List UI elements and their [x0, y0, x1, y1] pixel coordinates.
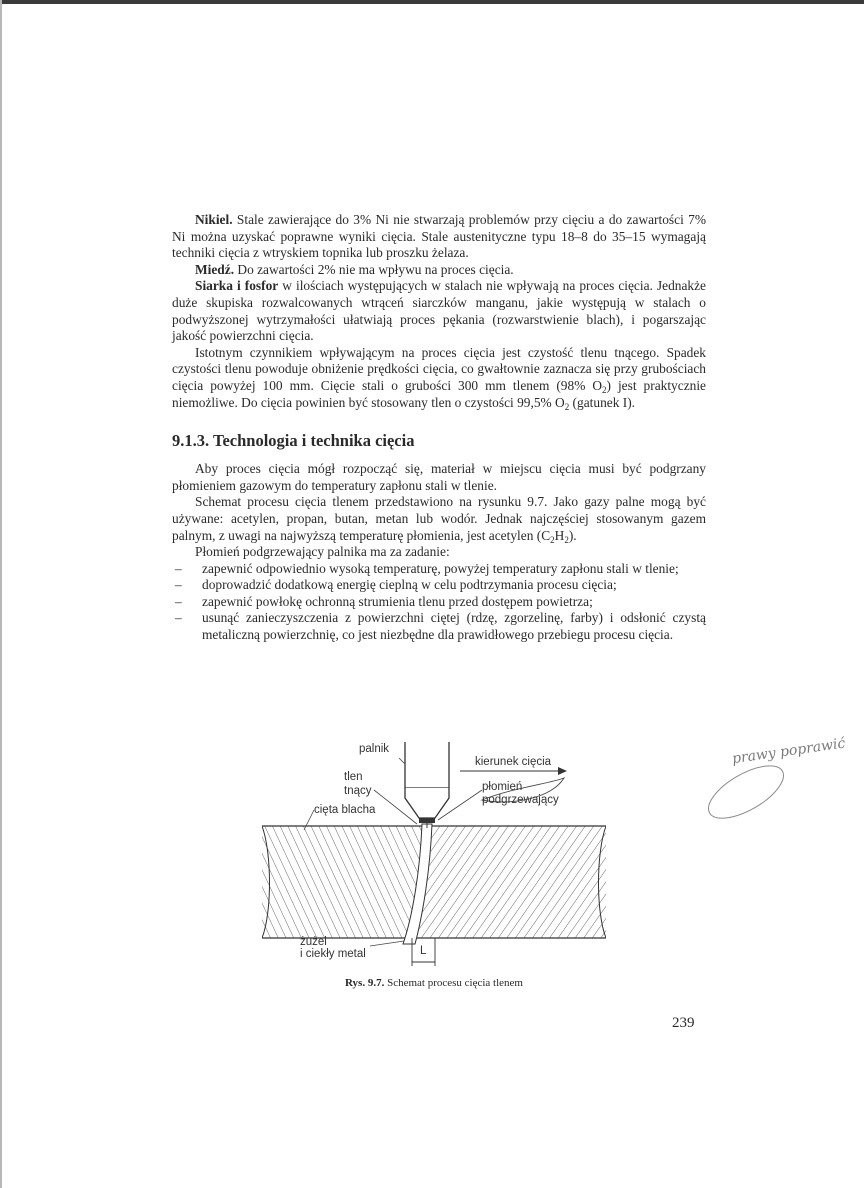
paragraph-schemat — [172, 494, 706, 544]
label-podgrzewajacy: podgrzewający — [482, 794, 559, 806]
paragraph-czystosc — [172, 345, 706, 411]
term-miedz: Miedź. — [195, 261, 235, 277]
label-ciekly-metal: i ciekły metal — [300, 948, 366, 960]
list-dash: – — [175, 593, 182, 609]
list-item — [172, 577, 706, 594]
torch-nozzle — [405, 742, 449, 828]
figure-caption — [262, 977, 606, 989]
text-miedz: Do zawartości 2% nie ma wpływu na proces cięcia. — [234, 261, 514, 277]
cutting-diagram — [262, 738, 606, 970]
term-nikiel: Nikiel. — [195, 212, 233, 227]
text-schemat: Schemat procesu cięcia tlenem przedstawiono na rysunku 9.7. Jako gazy palne mogą być używane: acetylen, propan, butan, metan lub wodór. Jednak najczęściej stosowanym gazem palnym, z uwagi na najwyższą temperaturę płomienia, jest acetylen (C — [172, 494, 706, 543]
label-plomien: płomień — [482, 781, 523, 793]
label-palnik: palnik — [359, 743, 390, 755]
subscript: 2 — [564, 534, 569, 545]
label-zuzel: żużel — [300, 936, 327, 948]
list-item — [172, 561, 706, 578]
scan-top-edge — [0, 0, 864, 4]
paragraph-miedz — [172, 262, 706, 279]
label-tnacy: tnący — [344, 785, 372, 797]
steel-plate — [262, 826, 606, 938]
list-item-text: zapewnić odpowiednio wysoką temperaturę, powyżej temperatury zapłonu stali w tlenie; — [202, 560, 679, 576]
section-heading: 9.1.3. Technologia i technika cięcia — [172, 431, 415, 451]
label-tlen: tlen — [344, 771, 363, 783]
label-L: L — [420, 945, 427, 957]
label-cieta-blacha: cięta blacha — [314, 804, 376, 816]
text-czystosc-a: Istotnym czynnikiem wpływającym na proces cięcia jest czystość tlenu tnącego. Spadek czystości tlenu powoduje obniżenie prędkości cięcia, co gwałtownie zaznacza się przy grubościach cięcia powyżej 100 mm. Cięcie stali o grubości 300 mm tlenem (98% O — [172, 344, 706, 393]
paragraph-intro: Aby proces cięcia mógł rozpocząć się, materiał w miejscu cięcia musi być podgrzany płomieniem gazowym do temperatury zapłonu stali w tlenie. — [172, 461, 706, 493]
scan-left-edge — [0, 0, 2, 1188]
handwritten-note — [704, 734, 864, 830]
list-item — [172, 610, 706, 643]
caption-number: Rys. 9.7. — [344, 977, 385, 989]
handwritten-note-text: prawy poprawić — [731, 735, 847, 768]
paragraph-siarka — [172, 278, 706, 344]
paragraph-zadanie: Płomień podgrzewający palnika ma za zadanie: — [195, 544, 450, 560]
text-czystosc-c: (gatunek I). — [569, 394, 636, 410]
text-siarka: w ilościach występujących w stalach nie wpływają na proces cięcia. Jednakże duże skupiska rozwalcowanych wtrąceń siarczków manganu, jakie występują w stalach o podwyższonej wytrzymałości ułatwiają proces pękania (rozwarstwienie blach), i pogarszając jakość powierzchni cięcia. — [172, 278, 706, 344]
text-nikiel: Stale zawierające do 3% Ni nie stwarzają problemów przy cięciu a do zawartości 7% Ni można uzyskać poprawne wyniki cięcia. Stale austenityczne typu 18–8 do 35–15 wymagają techniki cięcia z wtryskiem topnika lub proszku żelaza. — [172, 212, 706, 261]
page-number: 239 — [672, 1015, 695, 1031]
caption-text: Schemat procesu cięcia tlenem — [384, 977, 523, 989]
subscript: 2 — [602, 384, 607, 395]
task-list — [172, 561, 706, 644]
list-item-text: zapewnić powłokę ochronną strumienia tlenu przed dostępem powietrza; — [202, 593, 593, 609]
subscript: 2 — [550, 534, 555, 545]
text-czystosc-b: ) jest praktycznie niemożliwe. Do cięcia powinien być stosowany tlen o czystości 99,5% O — [172, 377, 706, 410]
text-schemat-end: ). — [568, 527, 577, 543]
list-item-text: doprowadzić dodatkową energię cieplną w celu podtrzymania procesu cięcia; — [202, 577, 617, 593]
handwritten-note-svg — [704, 734, 864, 830]
label-kierunek: kierunek cięcia — [475, 756, 552, 768]
term-siarka: Siarka i fosfor — [195, 278, 279, 294]
list-dash: – — [175, 577, 182, 593]
paragraph-nikiel — [172, 212, 706, 262]
list-item-text: usunąć zanieczyszczenia z powierzchni ciętej (rdzę, zgorzelinę, farby) i odsłonić czystą metaliczną powierzchnię, co jest niezbędne dla prawidłowego przebiegu procesu cięcia. — [202, 610, 706, 643]
subscript: 2 — [564, 401, 570, 412]
page-body — [172, 212, 706, 644]
list-item — [172, 594, 706, 611]
text-schemat-h: H — [554, 527, 565, 543]
list-dash: – — [175, 610, 182, 626]
list-dash: – — [175, 560, 182, 576]
cutting-diagram-svg — [262, 738, 606, 970]
